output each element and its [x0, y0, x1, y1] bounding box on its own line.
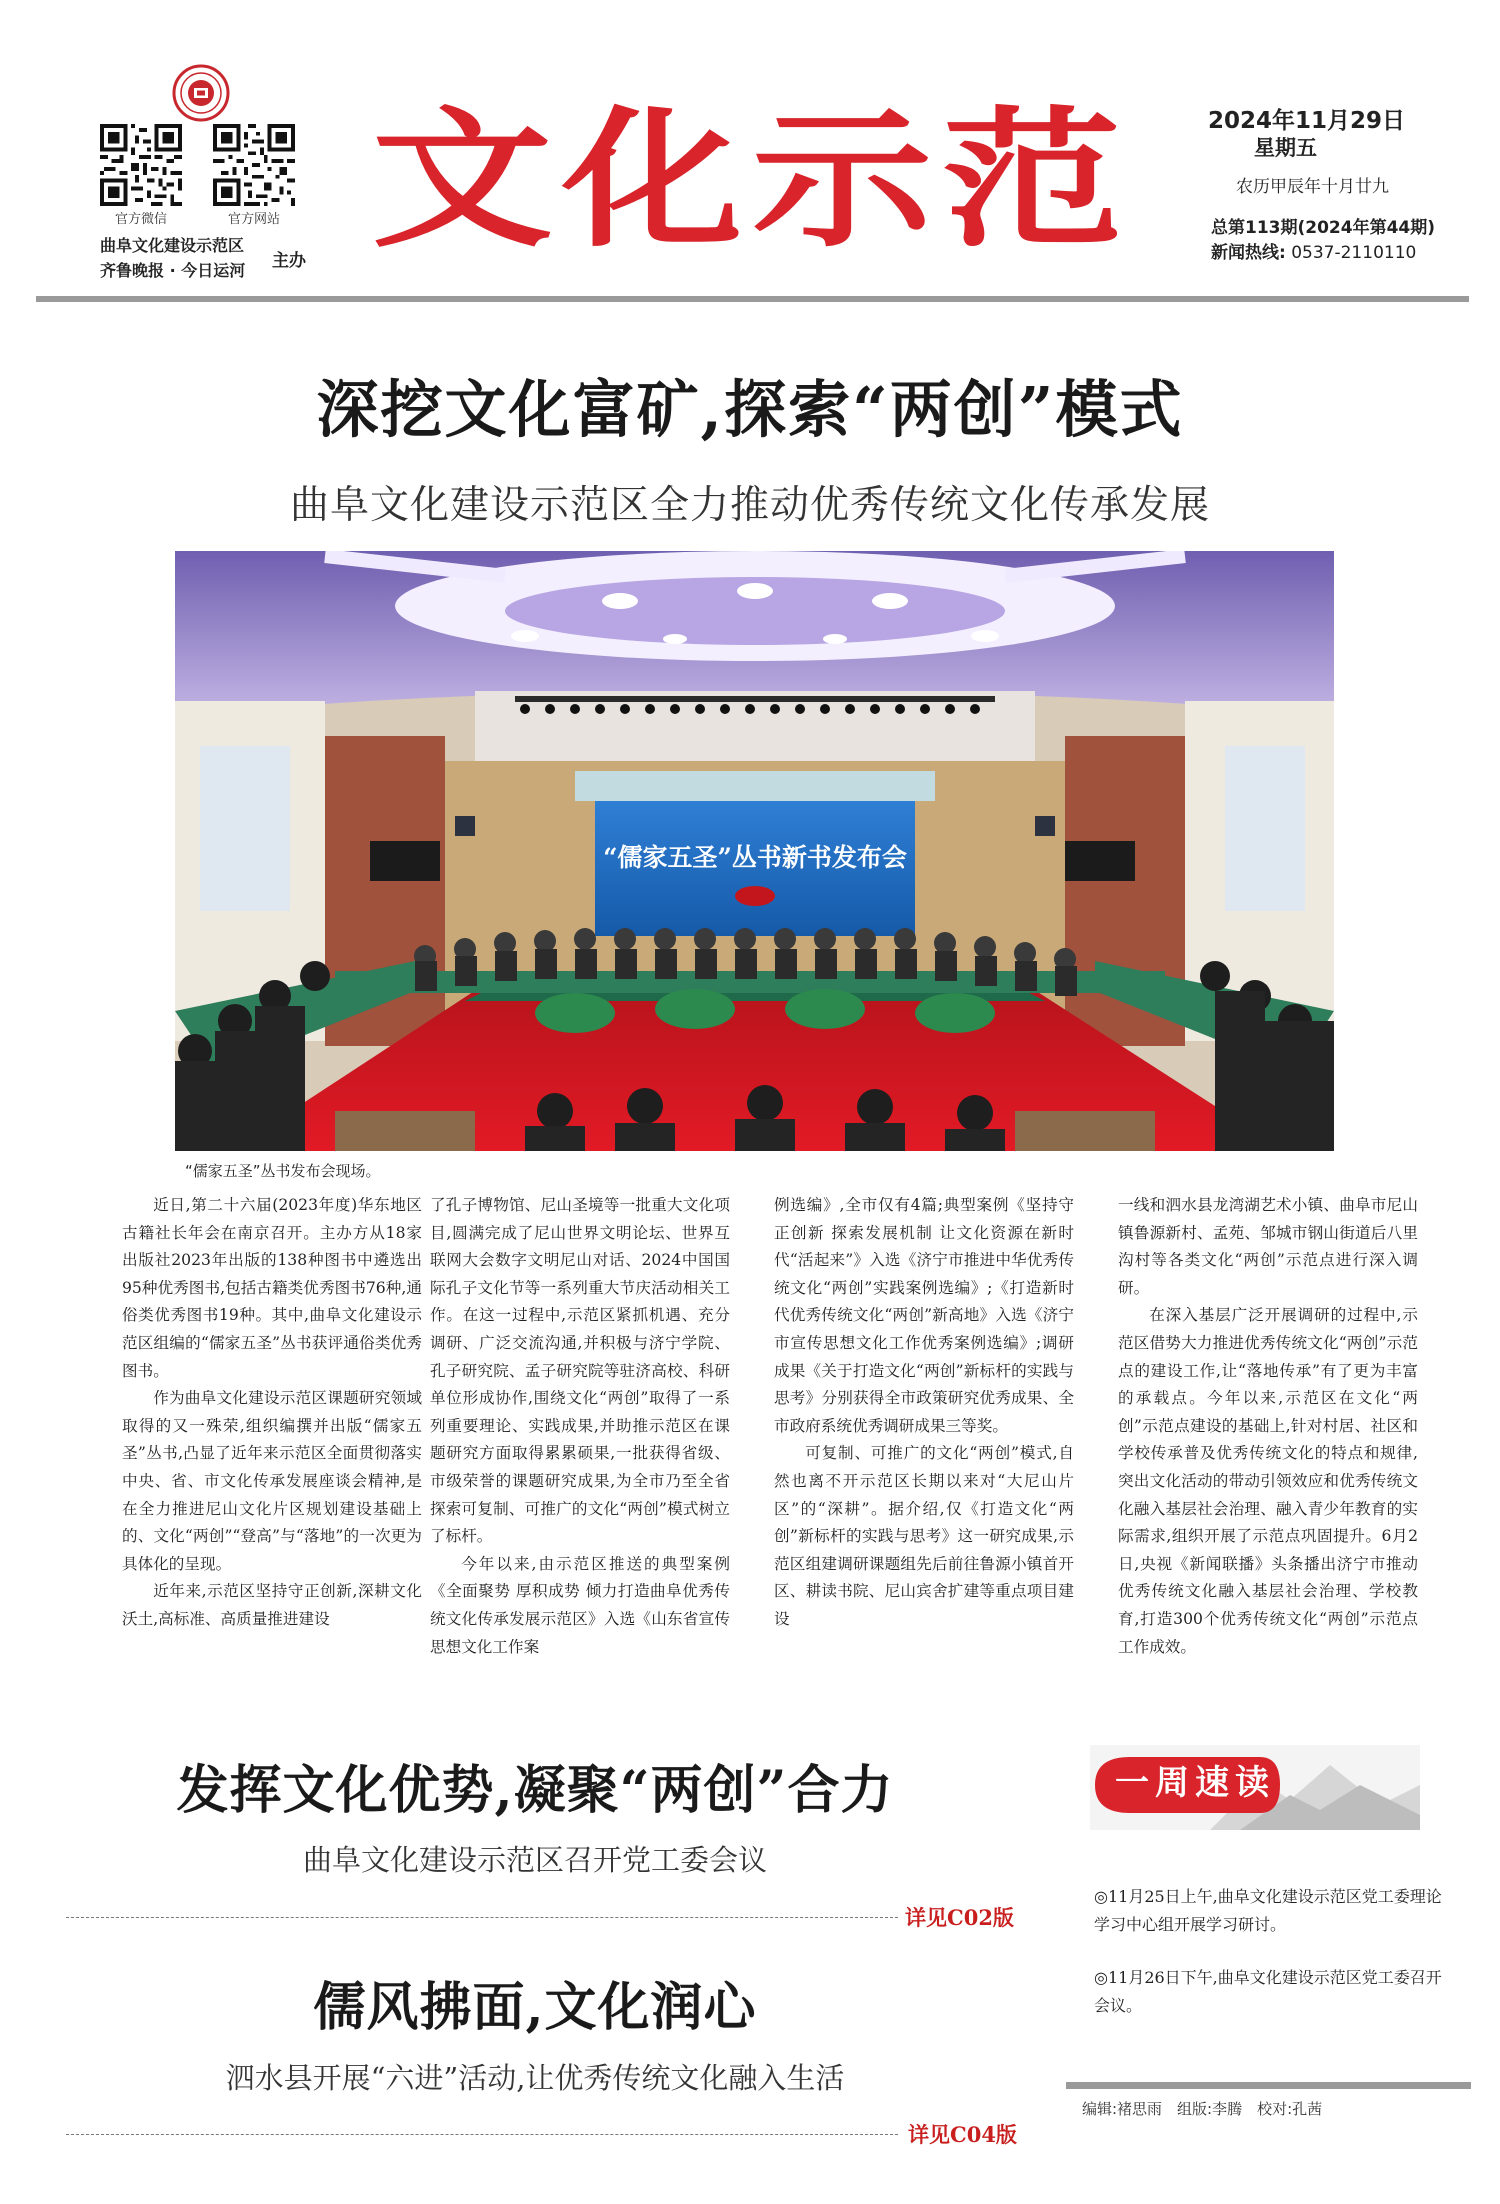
lead-subhead: 曲阜文化建设示范区全力推动优秀传统文化传承发展 — [289, 483, 1210, 528]
qr-website-label: 官方网站 — [227, 212, 280, 227]
article-paragraph: 作为曲阜文化建设示范区课题研究领域取得的又一殊荣,组织编撰并出版“儒家五圣”丛书,凸显了近年来示范区全面贯彻落实中央、省、市文化传承发展座谈会精神,是在全力推进尼山文化片区规划建设基础上的、文化“两创”“登高”与“落地”的一次更为具体化的呈现。 — [122, 1389, 422, 1573]
brief-item: ◎11月26日下午,曲阜文化建设示范区党工委召开会议。 — [1094, 1968, 1442, 2015]
paper-name — [362, 92, 1142, 267]
article-column-4 — [1118, 1192, 1418, 1661]
hotline-label: 新闻热线: — [1211, 243, 1286, 263]
article-column-1 — [122, 1192, 422, 1634]
lead-photo — [175, 551, 1334, 1151]
hotline-number: 0537-2110110 — [1291, 243, 1417, 263]
lunar-date: 农历甲辰年十月廿九 — [1236, 177, 1389, 197]
photo-screen-text: “儒家五圣”丛书新书发布会 — [603, 843, 907, 872]
story3-subhead: 泗水县开展“六进”活动,让优秀传统文化融入生活 — [225, 2061, 845, 2095]
issue-date: 2024年11月29日 — [1208, 108, 1406, 134]
story2-subhead: 曲阜文化建设示范区召开党工委会议 — [302, 1843, 767, 1877]
editorial-credits: 编辑:褚思雨 组版:李腾 校对:孔茜 — [1082, 2100, 1323, 2118]
story2-headline[interactable]: 发挥文化优势,凝聚“两创”合力 — [176, 1760, 894, 1821]
weekly-brief-title: 一周速读 — [1115, 1763, 1275, 1803]
article-paragraph: 在深入基层广泛开展调研的过程中,示范区借势大力推进优秀传统文化“两创”示范点的建设工作,让“落地传承”有了更为丰富的承载点。今年以来,示范区在文化“两创”示范点建设的基础上,针对村居、社区和学校传承普及优秀传统文化的特点和规律,突出文化活动的带动引领效应和优秀传统文化融入基层社会治理、融入青少年教育的实际需求,组织开展了示范点巩固提升。6月2日,央视《新闻联播》头条播出济宁市推动优秀传统文化融入基层社会治理、学校教育,打造300个优秀传统文化“两创”示范点工作成效。 — [1118, 1306, 1418, 1656]
issue-number: 总第113期(2024年第44期) — [1211, 218, 1435, 238]
story2-see-page-link[interactable]: 详见C02版 — [905, 1905, 1014, 1930]
qr-wechat-label: 官方微信 — [114, 212, 167, 227]
article-paragraph: 可复制、可推广的文化“两创”模式,自然也离不开示范区长期以来对“大尼山片区”的“深耕”。据介绍,仅《打造文化“两创”新标杆的实践与思考》这一研究成果,示范区组建调研课题组先后前往鲁源小镇首开区、耕读书院、尼山宾舍扩建等重点项目建设 — [774, 1444, 1074, 1628]
story3-see-page-link[interactable]: 详见C04版 — [908, 2122, 1017, 2147]
article-paragraph: 一线和泗水县龙湾湖艺术小镇、曲阜市尼山镇鲁源新村、孟苑、邹城市钢山街道后八里沟村等各类文化“两创”示范点进行深入调研。 — [1118, 1196, 1418, 1297]
paper-name-text: 文化示范 — [372, 94, 1132, 267]
story2-divider — [66, 1917, 898, 1918]
website-qr-code[interactable] — [213, 124, 295, 206]
article-paragraph: 近日,第二十六届(2023年度)华东地区古籍社长年会在南京召开。主办方从18家出版社2023年出版的138种图书中遴选出95种优秀图书,包括古籍类优秀图书76种,通俗类优秀图书19种。其中,曲阜文化建设示范区组编的“儒家五圣”丛书获评通俗类优秀图书。 — [122, 1196, 422, 1380]
lead-headline: 深挖文化富矿,探索“两创”模式 — [316, 373, 1184, 446]
article-paragraph: 近年来,示范区坚持守正创新,深耕文化沃土,高标准、高质量推进建设 — [122, 1582, 422, 1628]
story3-divider — [66, 2134, 898, 2135]
article-paragraph: 例选编》,全市仅有4篇;典型案例《坚持守正创新 探索发展机制 让文化资源在新时代“活起来”》入选《济宁市推进中华优秀传统文化“两创”实践案例选编》;《打造新时代优秀传统文化“两创”新高地》入选《济宁市宣传思想文化工作优秀案例选编》;调研成果《关于打造文化“两创”新标杆的实践与思考》分别获得全市政策研究优秀成果、全市政府系统优秀调研成果三等奖。 — [774, 1196, 1074, 1435]
footer-divider — [1066, 2082, 1471, 2089]
masthead-divider — [36, 296, 1469, 302]
article-column-3 — [774, 1192, 1074, 1634]
story3-headline[interactable]: 儒风拂面,文化润心 — [313, 1977, 757, 2038]
article-paragraph: 今年以来,由示范区推送的典型案例《全面聚势 厚积成势 倾力打造曲阜优秀传统文化传承发展示范区》入选《山东省宣传思想文化工作案 — [430, 1554, 730, 1656]
newspaper-seal-logo — [172, 64, 230, 122]
brief-item: ◎11月25日上午,曲阜文化建设示范区党工委理论学习中心组开展学习研讨。 — [1094, 1887, 1442, 1934]
issue-weekday: 星期五 — [1254, 136, 1317, 160]
photo-caption: “儒家五圣”丛书发布会现场。 — [185, 1162, 381, 1180]
host-organization-2: 齐鲁晚报 · 今日运河 — [100, 261, 246, 280]
article-paragraph: 了孔子博物馆、尼山圣境等一批重大文化项目,圆满完成了尼山世界文明论坛、世界互联网大会数字文明尼山对话、2024中国国际孔子文化节等一系列重大节庆活动相关工作。在这一过程中,示范区紧抓机遇、充分调研、广泛交流沟通,并积极与济宁学院、孔子研究院、孟子研究院等驻济高校、科研单位形成协作,围绕文化“两创”取得了一系列重要理论、实践成果,并助推示范区在课题研究方面取得累累硕果,一批获得省级、市级荣誉的课题研究成果,为全市乃至全省探索可复制、可推广的文化“两创”模式树立了标杆。 — [430, 1196, 730, 1546]
hotline — [1211, 238, 1416, 263]
wechat-qr-code[interactable] — [100, 124, 182, 206]
host-label: 主办 — [272, 251, 306, 271]
host-organization-1: 曲阜文化建设示范区 — [100, 236, 245, 255]
article-column-2 — [430, 1192, 730, 1661]
